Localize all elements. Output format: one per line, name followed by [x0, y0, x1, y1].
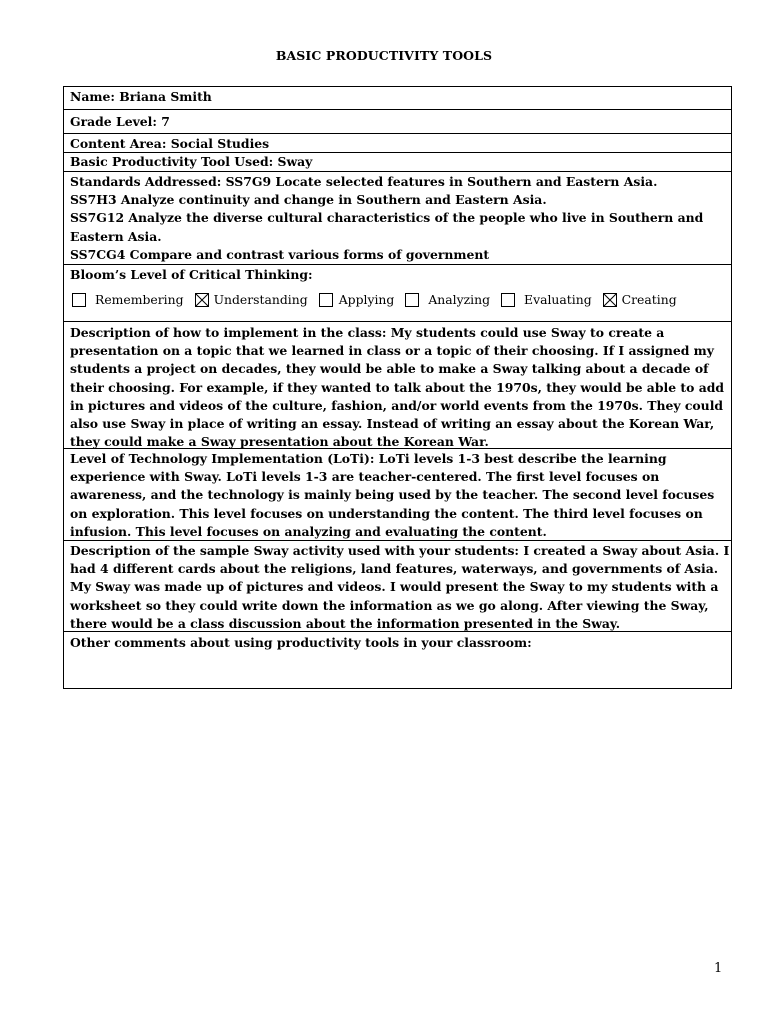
standards-row — [64, 172, 731, 265]
sample-activity-line: there would be a class discussion about the information presented in the Sway. — [70, 615, 621, 631]
implementation-line: Description of how to implement in the class: My students could use Sway to create a — [70, 325, 665, 340]
implementation-line: they could make a Sway presentation about the Korean War. — [70, 434, 489, 450]
blooms-option-label: Applying — [338, 292, 395, 308]
implementation-description-row — [64, 322, 731, 449]
blooms-option-label: Remembering — [95, 292, 184, 308]
implementation-line: their choosing. For example, if they wanted to talk about the 1970s, they would be able to add — [70, 379, 725, 395]
blooms-option-label: Evaluating — [524, 292, 592, 308]
checkbox-unchecked-icon[interactable] — [319, 293, 333, 307]
lesson-form-table — [63, 86, 732, 689]
loti-line: experience with Sway. LoTi levels 1-3 are teacher-centered. The first level focuses on — [70, 469, 660, 485]
blooms-options — [72, 291, 725, 309]
standards-line: SS7CG4 Compare and contrast various forms of government — [70, 246, 490, 262]
other-comments-row — [64, 632, 731, 689]
checkbox-unchecked-icon[interactable] — [501, 293, 515, 307]
document-title: BASIC PRODUCTIVITY TOOLS — [275, 48, 493, 63]
content-area-field: Content Area: Social Studies — [70, 136, 270, 151]
name-field: Name: Briana Smith — [70, 89, 212, 104]
grade-level-field: Grade Level: 7 — [70, 114, 170, 129]
page-number: 1 — [714, 961, 723, 976]
tool-used-row — [64, 153, 731, 172]
other-comments-label: Other comments about using productivity tools in your classroom: — [70, 635, 532, 650]
loti-line: awareness, and the technology is mainly being used by the teacher. The second level focuses — [70, 487, 715, 503]
blooms-row — [64, 265, 731, 322]
tool-used-field: Basic Productivity Tool Used: Sway — [70, 154, 313, 169]
standards-line: Standards Addressed: SS7G9 Locate selected features in Southern and Eastern Asia. — [70, 174, 658, 189]
blooms-option-understanding[interactable] — [195, 291, 308, 309]
sample-activity-line: had 4 different cards about the religions, land features, waterways, and governments of Asia. — [70, 561, 719, 577]
loti-line: infusion. This level focuses on analyzing and evaluating the content. — [70, 523, 547, 539]
loti-line: on exploration. This level focuses on understanding the content. The third level focuses on — [70, 505, 703, 521]
implementation-line: also use Sway in place of writing an essay. Instead of writing an essay about the Korean War, — [70, 416, 715, 432]
blooms-option-label: Analyzing — [428, 292, 491, 308]
check-x-mark — [196, 294, 208, 306]
sample-activity-line: worksheet so they could write down the information as we go along. After viewing the Sway, — [70, 597, 709, 613]
name-row — [64, 87, 731, 110]
checkbox-unchecked-icon[interactable] — [72, 293, 86, 307]
standards-line: Eastern Asia. — [70, 228, 162, 244]
sample-activity-line: Description of the sample Sway activity used with your students: I created a Sway about Asia. I — [70, 543, 730, 558]
grade-level-row — [64, 110, 731, 134]
blooms-option-remembering[interactable] — [72, 291, 184, 309]
loti-line: Level of Technology Implementation (LoTi): LoTi levels 1-3 best describe the learning — [70, 451, 667, 466]
blooms-option-label: Understanding — [213, 292, 308, 308]
blooms-option-creating[interactable] — [603, 291, 677, 309]
checkbox-checked-icon[interactable] — [603, 293, 617, 307]
implementation-line: presentation on a topic that we learned in class or a topic of their choosing. If I assigned my — [70, 343, 714, 359]
loti-row — [64, 449, 731, 541]
check-x-mark — [604, 294, 616, 306]
checkbox-checked-icon[interactable] — [195, 293, 209, 307]
standards-line: SS7H3 Analyze continuity and change in Southern and Eastern Asia. — [70, 192, 547, 208]
blooms-option-analyzing[interactable] — [405, 291, 490, 309]
implementation-line: in pictures and videos of the culture, fashion, and/or world events from the 1970s. They could — [70, 397, 724, 413]
checkbox-unchecked-icon[interactable] — [405, 293, 419, 307]
implementation-line: students a project on decades, they would be able to make a Sway talking about a decade of — [70, 361, 709, 377]
sample-activity-line: My Sway was made up of pictures and videos. I would present the Sway to my students with a — [70, 579, 719, 595]
standards-line: SS7G12 Analyze the diverse cultural characteristics of the people who live in Southern and — [70, 210, 704, 226]
blooms-option-evaluating[interactable] — [501, 291, 592, 309]
blooms-option-applying[interactable] — [319, 291, 395, 309]
sample-activity-row — [64, 541, 731, 632]
blooms-option-label: Creating — [621, 292, 677, 308]
content-area-row — [64, 134, 731, 153]
blooms-label: Bloom’s Level of Critical Thinking: — [70, 267, 313, 282]
